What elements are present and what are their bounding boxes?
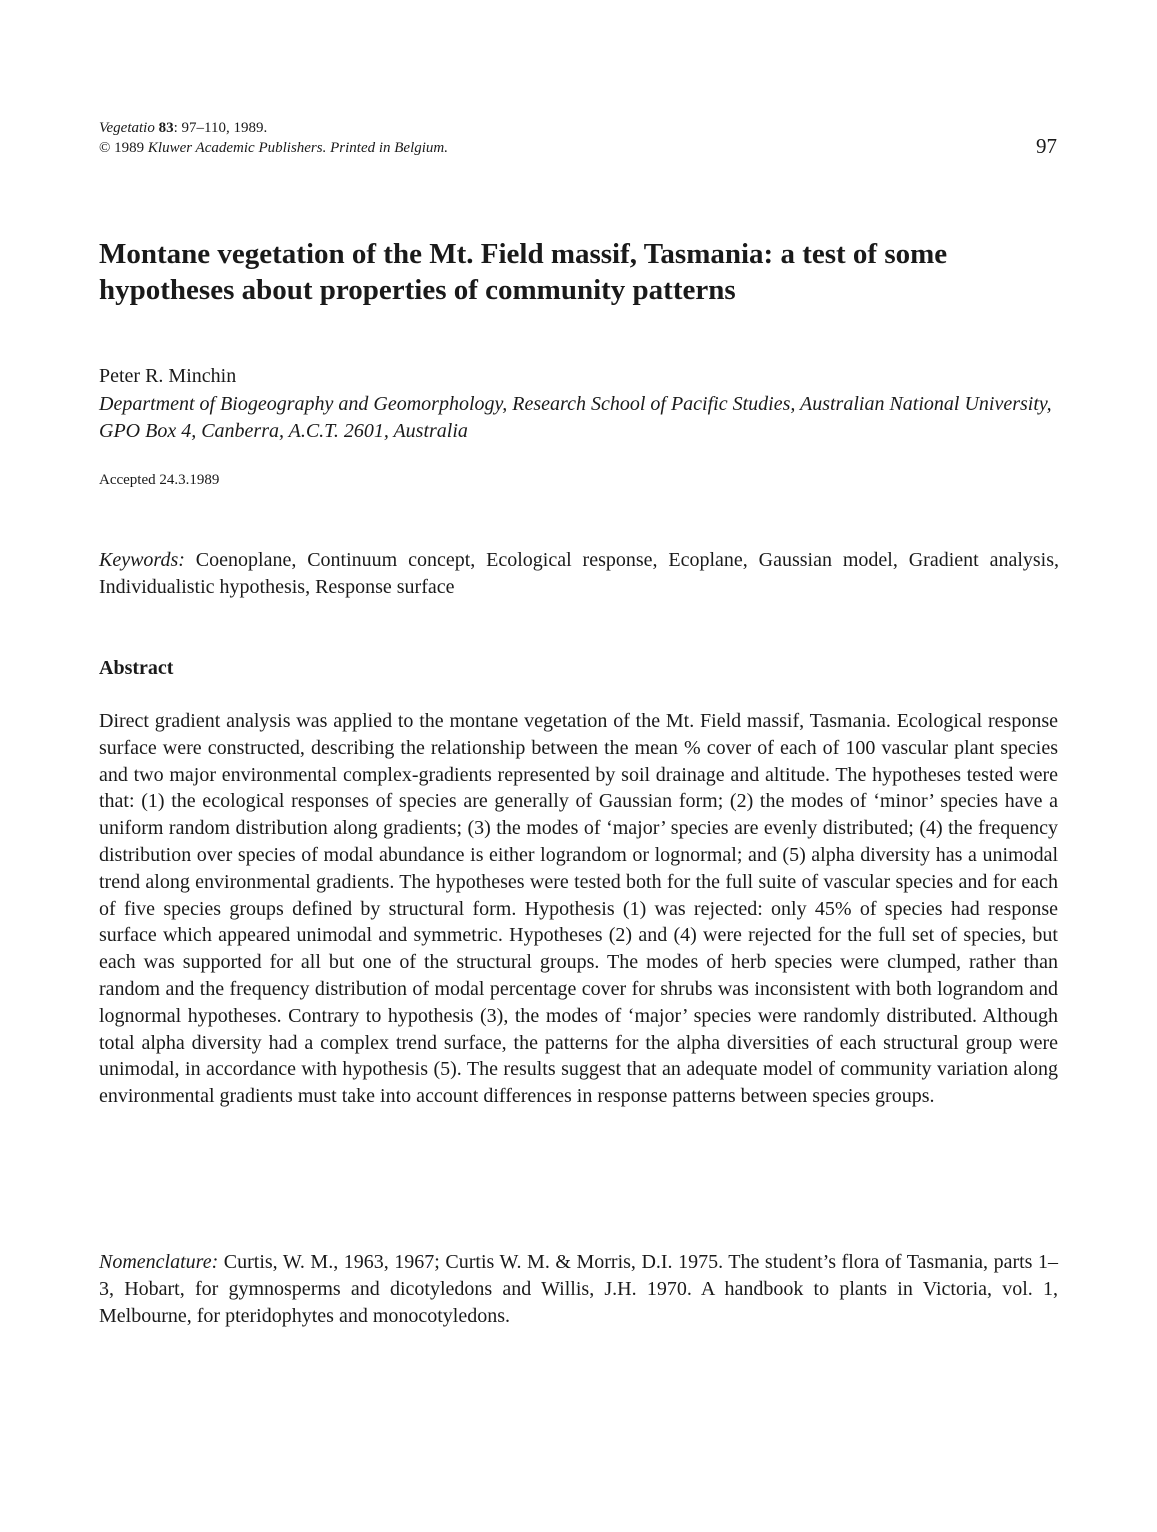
abstract-heading: Abstract	[99, 657, 174, 679]
keywords	[99, 547, 1059, 601]
journal-volume: 83	[158, 120, 174, 136]
author-name: Peter R. Minchin	[99, 365, 237, 387]
nomenclature	[99, 1249, 1058, 1329]
journal-pages-year: : 97–110, 1989.	[173, 120, 268, 136]
citation-line	[99, 118, 1059, 138]
author-affiliation: Department of Biogeography and Geomorphology, Research School of Pacific Studies, Australian National University, GPO Box 4, Canberra, A.C.T. 2601, Australia	[99, 393, 1052, 442]
article-title: Montane vegetation of the Mt. Field massif, Tasmania: a test of some hypotheses about properties of community patterns	[99, 238, 948, 306]
abstract-text: Direct gradient analysis was applied to the montane vegetation of the Mt. Field massif, Tasmania. Ecological response surface were constructed, describing the relationship between the mean % cover of each of 100 vascular plant species and two major environmental complex-gradients represented by soil drainage and altitude. The hypotheses tested were that: (1) the ecological responses of species are generally of Gaussian form; (2) the modes of ‘minor’ species have a uniform random distribution along gradients; (3) the modes of ‘major’ species are evenly distributed; (4) the frequency distribution over species of modal abundance is either lograndom or lognormal; and (5) alpha diversity has a unimodal trend along environmental gradients. The hypotheses were tested both for the full suite of vascular species and for each of five species groups defined by structural form. Hypothesis (1) was rejected: only 45% of species had response surface which appeared unimodal and symmetric. Hypotheses (2) and (4) were rejected for the full set of species, but each was supported for all but one of the structural groups. The modes of herb species were clumped, rather than random and the frequency distribution of modal percentage cover for shrubs was inconsistent with both lograndom and lognormal hypotheses. Contrary to hypothesis (3), the modes of ‘major’ species were randomly distributed. Although total alpha diversity had a complex trend surface, the patterns for the alpha diversities of each structural group were unimodal, in accordance with hypothesis (5). The results suggest that an adequate model of community variation along environmental gradients must take into account differences in response patterns between species groups.	[99, 710, 1058, 1108]
copyright-symbol: ©	[99, 140, 111, 156]
journal-header	[99, 118, 1059, 158]
page-number: 97	[1036, 134, 1057, 158]
copyright-year: 1989	[114, 140, 145, 156]
journal-name: Vegetatio	[99, 120, 155, 136]
keywords-text: Coenoplane, Continuum concept, Ecological response, Ecoplane, Gaussian model, Gradient analysis, Individualistic hypothesis, Response surface	[99, 549, 1059, 598]
accepted-date: Accepted 24.3.1989	[99, 472, 220, 488]
publisher: Kluwer Academic Publishers. Printed in Belgium.	[147, 140, 449, 156]
nomenclature-text: Curtis, W. M., 1963, 1967; Curtis W. M. & Morris, D.I. 1975. The student’s flora of Tasmania, parts 1–3, Hobart, for gymnosperms and dicotyledons and Willis, J.H. 1970. A handbook to plants in Victoria, vol. 1, Melbourne, for pteridophytes and monocotyledons.	[99, 1251, 1058, 1327]
nomenclature-label: Nomenclature:	[99, 1251, 219, 1273]
keywords-label: Keywords:	[99, 549, 185, 571]
copyright-line	[99, 138, 1059, 158]
